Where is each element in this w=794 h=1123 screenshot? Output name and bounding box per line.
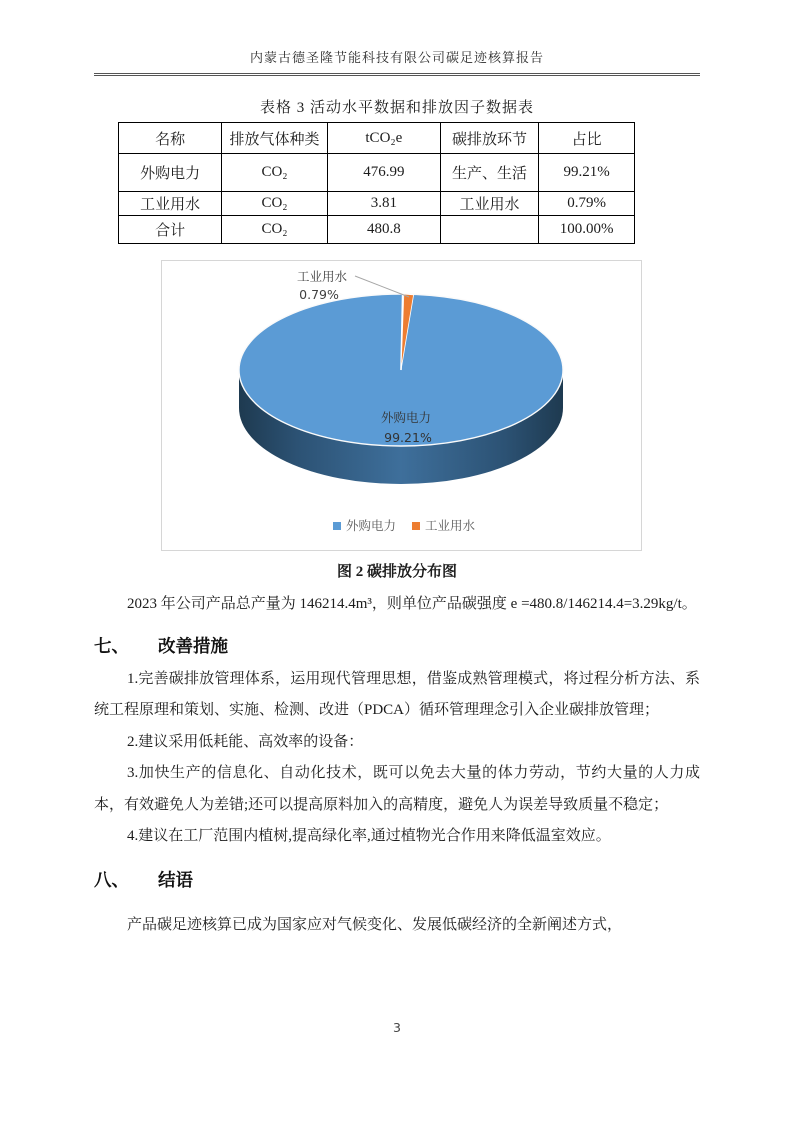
section-heading-conclusion xyxy=(94,867,700,892)
page-header-title: 内蒙古德圣隆节能科技有限公司碳足迹核算报告 xyxy=(94,47,700,76)
table-cell: 476.99 xyxy=(327,154,440,192)
table-cell: 外购电力 xyxy=(119,154,222,192)
improvement-item-1: 1.完善碳排放管理体系，运用现代管理思想，借鉴成熟管理模式，将过程分析方法、系统工程原理和策划、实施、检测、改进（PDCA）循环管理理念引入企业碳排放管理； xyxy=(94,670,700,718)
table-cell: 0.79% xyxy=(539,192,635,216)
legend-label-water: 工业用水 xyxy=(425,518,476,533)
section-title: 结语 xyxy=(158,869,193,890)
improvement-item-2: 2.建议采用低耗能、高效率的设备： xyxy=(127,733,364,750)
table-cell: CO₂ xyxy=(222,154,328,192)
table-cell: 99.21% xyxy=(539,154,635,192)
legend-swatch-electricity xyxy=(333,522,341,530)
emission-data-table xyxy=(118,122,635,244)
intro-paragraph: 2023 年公司产品总产量为 146214.4m³，则单位产品碳强度 e =480.8/146214.4=3.29kg/t。 xyxy=(127,596,697,612)
legend-swatch-water xyxy=(412,522,420,530)
table-row xyxy=(119,216,635,244)
section-number: 七、 xyxy=(94,635,129,656)
improvement-item-3: 3.加快生产的信息化、自动化技术，既可以免去大量的体力劳动，节约大量的人力成本，有效避免人为差错;还可以提高原料加入的高精度，避免人为误差导致质量不稳定； xyxy=(94,765,700,813)
section-title: 改善措施 xyxy=(158,635,228,656)
callout-label-name: 工业用水 xyxy=(296,269,348,284)
improvement-item-4: 4.建议在工厂范围内植树,提高绿化率,通过植物光合作用来降低温室效应。 xyxy=(127,828,611,844)
table-header-cell: 占比 xyxy=(539,123,635,154)
table-header-cell: tCO₂e xyxy=(327,123,440,154)
inner-label-name: 外购电力 xyxy=(380,410,432,425)
table-row xyxy=(119,154,635,192)
body-text xyxy=(94,589,700,941)
table-header-cell: 碳排放环节 xyxy=(440,123,538,154)
figure-caption: 图 2 碳排放分布图 xyxy=(336,564,457,580)
table-cell: 100.00% xyxy=(539,216,635,244)
conclusion-paragraph: 产品碳足迹核算已成为国家应对气候变化、发展低碳经济的全新阐述方式， xyxy=(127,916,623,933)
pie-chart-frame xyxy=(161,260,642,551)
section-number: 八、 xyxy=(94,869,129,890)
table-cell: CO₂ xyxy=(222,192,328,216)
inner-label-percent: 99.21% xyxy=(384,430,432,445)
table-cell: 3.81 xyxy=(327,192,440,216)
table-cell: 工业用水 xyxy=(440,192,538,216)
table-cell: 480.8 xyxy=(327,216,440,244)
legend-label-electricity: 外购电力 xyxy=(346,518,397,533)
table-title: 表格 3 活动水平数据和排放因子数据表 xyxy=(259,100,534,116)
table-cell: 工业用水 xyxy=(119,192,222,216)
table-cell: 合计 xyxy=(119,216,222,244)
table-header-cell: 排放气体种类 xyxy=(222,123,328,154)
callout-label-percent: 0.79% xyxy=(299,287,339,302)
table-cell xyxy=(440,216,538,244)
section-heading-improvement xyxy=(94,633,700,658)
table-cell: CO₂ xyxy=(222,216,328,244)
table-cell: 生产、生活 xyxy=(440,154,538,192)
emission-pie-chart xyxy=(162,261,641,550)
table-header-row xyxy=(119,123,635,154)
table-row xyxy=(119,192,635,216)
table-header-cell: 名称 xyxy=(119,123,222,154)
page-number: 3 xyxy=(393,1020,401,1035)
